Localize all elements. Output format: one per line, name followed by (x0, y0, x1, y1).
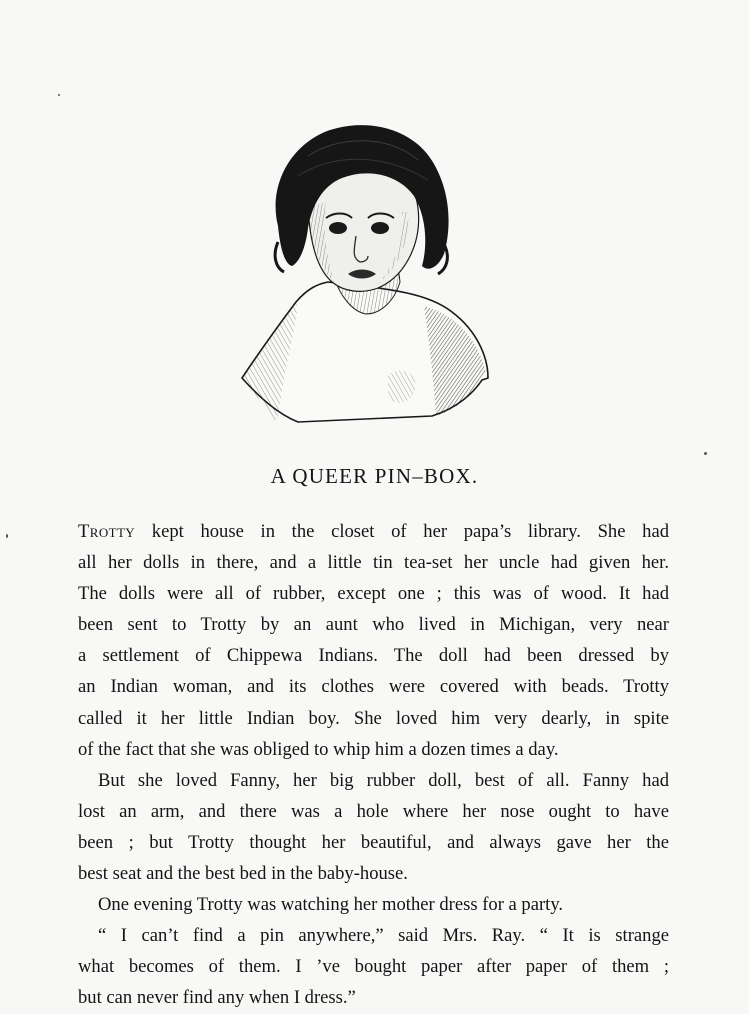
text-line: what becomes of them. I ’ve bought paper after paper of them ; (78, 956, 669, 978)
paper-speck (58, 94, 60, 96)
text-line: best seat and the best bed in the baby-house. (78, 863, 408, 885)
page-title: A QUEER PIN–BOX. (270, 464, 479, 488)
lead-word: Trotty (78, 521, 136, 542)
text-line: But she loved Fanny, her big rubber doll, best of all. Fanny had (98, 769, 669, 791)
text-line: “ I can’t find a pin anywhere,” said Mrs. Ray. “ It is strange (98, 925, 669, 947)
child-portrait-engraving-icon (238, 116, 494, 428)
text-line: of the fact that she was obliged to whip him a dozen times a day. (78, 738, 559, 760)
text-line: One evening Trotty was watching her mother dress for a party. (98, 894, 564, 916)
text-line: been ; but Trotty thought her beautiful, and always gave her the (78, 831, 669, 853)
text-line: a settlement of Chippewa Indians. The doll had been dressed by (78, 645, 669, 667)
paper-speck (704, 452, 707, 455)
text-line: called it her little Indian boy. She loved him very dearly, in spite (78, 707, 669, 729)
paper-speck (6, 534, 8, 538)
text-line: The dolls were all of rubber, except one ; this was of wood. It had (78, 583, 669, 605)
text-line: Trotty kept house in the closet of her papa’s library. She had (78, 521, 669, 542)
text-line: lost an arm, and there was a hole where her nose ought to have (78, 800, 669, 822)
story-text (78, 516, 669, 1014)
text-line: been sent to Trotty by an aunt who lived in Michigan, very near (78, 614, 669, 636)
text-line: an Indian woman, and its clothes were covered with beads. Trotty (78, 676, 669, 698)
text-line: all her dolls in there, and a little tin tea-set her uncle had given her. (78, 552, 669, 574)
text-line: but can never find any when I dress.” (78, 987, 356, 1009)
